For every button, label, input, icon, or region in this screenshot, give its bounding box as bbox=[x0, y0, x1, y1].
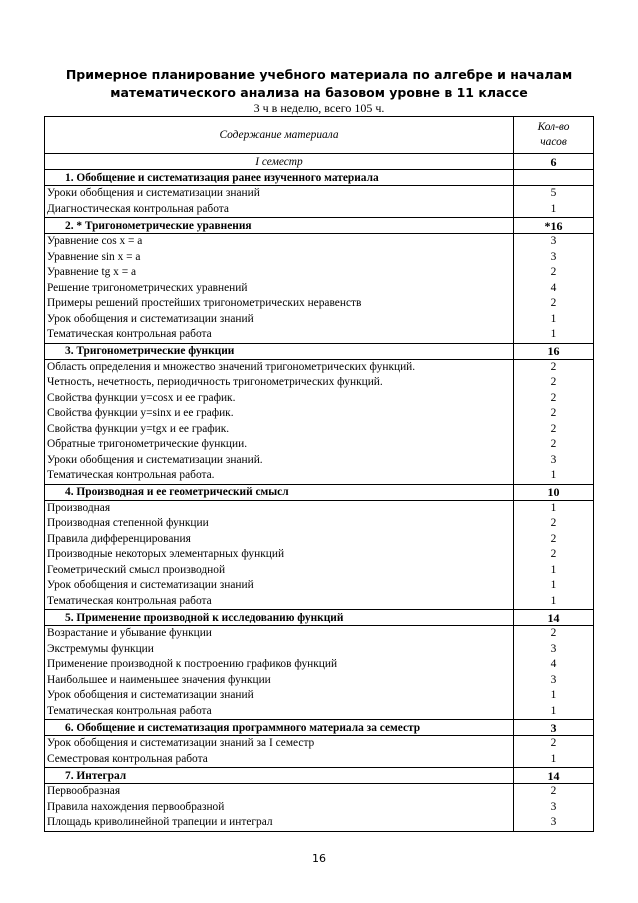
list-item-hours: 2 bbox=[550, 737, 557, 749]
semester-label: I семестр bbox=[45, 154, 514, 170]
list-item-hours: 4 bbox=[550, 281, 557, 294]
header-hours-line-2: часов bbox=[540, 136, 567, 148]
list-item: Уравнение cos x = a bbox=[47, 235, 143, 247]
list-item-hours: 2 bbox=[550, 407, 557, 419]
list-item: Геометрический смысл производной bbox=[47, 563, 226, 576]
list-item: Свойства функции y=tgx и ее график. bbox=[47, 422, 230, 435]
section-title: 7. Интеграл bbox=[45, 768, 514, 784]
section-title: 5. Применение производной к исследованию функций bbox=[45, 610, 514, 626]
list-item: Диагностическая контрольная работа bbox=[47, 202, 229, 215]
section-title: 2. * Тригонометрические уравнения bbox=[45, 218, 514, 234]
page-number: 16 bbox=[312, 852, 326, 865]
section-header-row bbox=[45, 768, 594, 784]
title-line-1: Примерное планирование учебного материала по алгебре и началам bbox=[65, 67, 573, 82]
section-items-row bbox=[45, 186, 594, 218]
planning-table bbox=[44, 116, 594, 832]
title-line-2: математического анализа на базовом уровне в 11 классе bbox=[110, 85, 528, 100]
section-items-list bbox=[45, 234, 514, 344]
section-title: 3. Тригонометрические функции bbox=[45, 343, 514, 359]
list-item-hours: 2 bbox=[550, 266, 557, 278]
list-item: Свойства функции y=cosx и ее график. bbox=[47, 391, 236, 404]
section-items-hours bbox=[514, 500, 594, 610]
list-item: Решение тригонометрических уравнений bbox=[47, 281, 248, 294]
list-item-hours: 2 bbox=[550, 391, 557, 404]
list-item: Четность, нечетность, периодичность тригонометрических функций. bbox=[47, 376, 383, 388]
list-item-hours: 2 bbox=[550, 360, 557, 373]
list-item: Уравнение sin x = a bbox=[47, 250, 141, 263]
list-item: Производные некоторых элементарных функций bbox=[47, 548, 285, 560]
list-item-hours: 3 bbox=[550, 800, 557, 813]
section-header-row bbox=[45, 218, 594, 234]
list-item-hours: 1 bbox=[550, 202, 557, 215]
list-item-hours: 1 bbox=[550, 501, 557, 514]
list-item-hours: 1 bbox=[550, 752, 557, 765]
section-hours bbox=[514, 170, 594, 186]
document-title bbox=[40, 66, 598, 102]
section-hours: 10 bbox=[514, 484, 594, 500]
list-item-hours: 1 bbox=[550, 579, 557, 591]
list-item: Первообразная bbox=[47, 785, 121, 797]
list-item-hours: 2 bbox=[550, 548, 557, 560]
list-item-hours: 2 bbox=[550, 438, 557, 450]
semester-hours: 6 bbox=[514, 154, 594, 170]
list-item-hours: 2 bbox=[550, 532, 557, 545]
section-items-hours bbox=[514, 784, 594, 832]
section-items-row bbox=[45, 359, 594, 484]
header-content: Содержание материала bbox=[45, 117, 514, 154]
list-item-hours: 5 bbox=[550, 187, 557, 199]
list-item-hours: 1 bbox=[550, 328, 557, 340]
list-item-hours: 2 bbox=[550, 627, 557, 639]
section-items-hours bbox=[514, 626, 594, 720]
section-items-list bbox=[45, 736, 514, 768]
section-header-row bbox=[45, 720, 594, 736]
list-item: Наибольшее и наименьшее значения функции bbox=[47, 673, 271, 686]
section-items-list bbox=[45, 186, 514, 218]
list-item-hours: 1 bbox=[550, 469, 557, 481]
list-item: Производная bbox=[47, 501, 111, 514]
section-items-row bbox=[45, 234, 594, 344]
list-item-hours: 3 bbox=[550, 453, 557, 466]
list-item-hours: 2 bbox=[550, 297, 557, 309]
section-hours: 14 bbox=[514, 610, 594, 626]
table-header-row bbox=[45, 117, 594, 154]
section-items-hours bbox=[514, 186, 594, 218]
section-header-row bbox=[45, 484, 594, 500]
list-item: Область определения и множество значений тригонометрических функций. bbox=[47, 360, 416, 373]
list-item: Производная степенной функции bbox=[47, 517, 209, 529]
document-subtitle: 3 ч в неделю, всего 105 ч. bbox=[253, 101, 385, 115]
list-item-hours: 2 bbox=[550, 785, 557, 797]
section-items-list bbox=[45, 359, 514, 484]
planning-table-body bbox=[45, 117, 594, 832]
list-item-hours: 1 bbox=[550, 312, 557, 325]
section-items-hours bbox=[514, 736, 594, 768]
list-item: Примеры решений простейших тригонометрических неравенств bbox=[47, 297, 362, 309]
list-item-hours: 2 bbox=[550, 422, 557, 435]
list-item-hours: 4 bbox=[550, 658, 557, 670]
section-items-hours bbox=[514, 359, 594, 484]
section-header-row bbox=[45, 610, 594, 626]
section-header-row bbox=[45, 343, 594, 359]
section-title: 1. Обобщение и систематизация ранее изученного материала bbox=[45, 170, 514, 186]
header-hours-line-1: Кол-во bbox=[537, 121, 570, 133]
list-item-hours: 1 bbox=[550, 594, 557, 607]
list-item-hours: 3 bbox=[550, 673, 557, 686]
section-items-row bbox=[45, 626, 594, 720]
section-items-row bbox=[45, 736, 594, 768]
section-title: 4. Производная и ее геометрический смысл bbox=[45, 484, 514, 500]
list-item-hours: 2 bbox=[550, 517, 557, 529]
list-item: Тематическая контрольная работа bbox=[47, 704, 212, 717]
semester-row bbox=[45, 154, 594, 170]
list-item-hours: 1 bbox=[550, 704, 557, 717]
section-hours: *16 bbox=[514, 218, 594, 234]
list-item: Возрастание и убывание функции bbox=[47, 627, 212, 639]
list-item-hours: 1 bbox=[550, 563, 557, 576]
list-item: Экстремумы функции bbox=[47, 642, 154, 655]
list-item: Применение производной к построению графиков функций bbox=[47, 658, 338, 670]
list-item-hours: 1 bbox=[550, 689, 557, 701]
list-item: Урок обобщения и систематизации знаний за I семестр bbox=[47, 737, 315, 749]
header-hours bbox=[514, 117, 594, 154]
section-hours: 16 bbox=[514, 343, 594, 359]
section-items-row bbox=[45, 784, 594, 832]
list-item: Тематическая контрольная работа bbox=[47, 328, 212, 340]
list-item: Правила нахождения первообразной bbox=[47, 800, 225, 813]
list-item: Площадь криволинейной трапеции и интеграл bbox=[47, 816, 273, 828]
section-items-list bbox=[45, 626, 514, 720]
list-item: Обратные тригонометрические функции. bbox=[47, 438, 248, 450]
list-item-hours: 3 bbox=[550, 642, 557, 655]
section-items-row bbox=[45, 500, 594, 610]
list-item-hours: 3 bbox=[550, 816, 557, 828]
list-item: Правила дифференцирования bbox=[47, 532, 191, 545]
section-items-hours bbox=[514, 234, 594, 344]
list-item-hours: 2 bbox=[550, 376, 557, 388]
list-item: Уроки обобщения и систематизации знаний. bbox=[47, 453, 263, 466]
list-item: Урок обобщения и систематизации знаний bbox=[47, 689, 254, 701]
list-item: Тематическая контрольная работа. bbox=[47, 469, 215, 481]
list-item-hours: 3 bbox=[550, 250, 557, 263]
section-hours: 3 bbox=[514, 720, 594, 736]
section-items-list bbox=[45, 784, 514, 832]
list-item: Уравнение tg x = a bbox=[47, 266, 137, 278]
list-item: Уроки обобщения и систематизации знаний bbox=[47, 187, 260, 199]
section-header-row bbox=[45, 170, 594, 186]
list-item: Урок обобщения и систематизации знаний bbox=[47, 579, 254, 591]
list-item-hours: 3 bbox=[550, 235, 557, 247]
section-items-list bbox=[45, 500, 514, 610]
list-item: Семестровая контрольная работа bbox=[47, 752, 208, 765]
section-hours: 14 bbox=[514, 768, 594, 784]
list-item: Свойства функции y=sinx и ее график. bbox=[47, 407, 234, 419]
list-item: Урок обобщения и систематизации знаний bbox=[47, 312, 254, 325]
list-item: Тематическая контрольная работа bbox=[47, 594, 212, 607]
section-title: 6. Обобщение и систематизация программного материала за семестр bbox=[45, 720, 514, 736]
